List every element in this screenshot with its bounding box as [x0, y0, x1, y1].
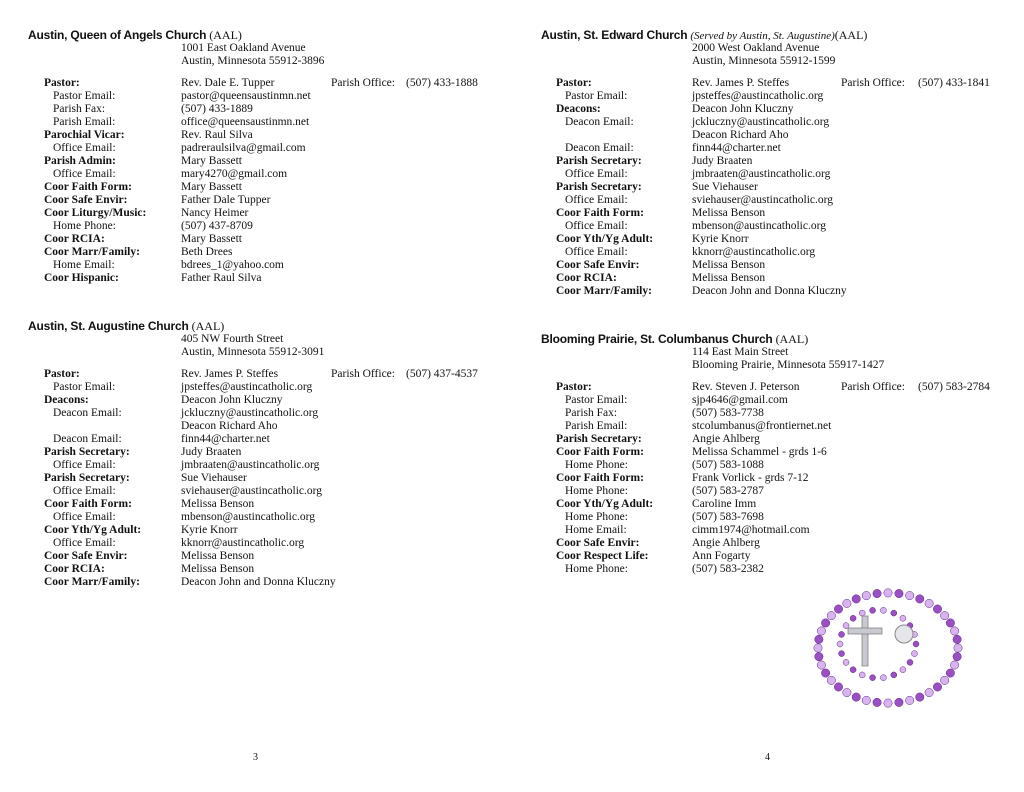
contact-label: Parish Secretary:: [44, 446, 130, 458]
address-line: Blooming Prairie, Minnesota 55917-1427: [692, 359, 885, 371]
contact-value: Mary Bassett: [181, 181, 243, 193]
contact-row: [0, 524, 512, 537]
contact-value: Father Dale Tupper: [181, 194, 271, 206]
contact-label: Coor Respect Life:: [556, 550, 649, 562]
contact-row: [0, 246, 512, 259]
parish-address: [0, 42, 512, 68]
contact-label: Office Email:: [53, 459, 116, 471]
rosary-bead: [950, 661, 958, 669]
contact-label: Pastor Email:: [53, 90, 116, 102]
email-link[interactable]: jckluczny@austincatholic.org: [181, 407, 319, 419]
contact-row: [512, 246, 1024, 259]
address-line: Austin, Minnesota 55912-1599: [692, 55, 836, 67]
rosary-bead: [907, 659, 913, 665]
rosary-bead: [905, 591, 913, 599]
parish-office-phone: (507) 583-2784: [918, 381, 990, 393]
parish-address: [0, 333, 512, 359]
contact-value: Sue Viehauser: [181, 472, 247, 484]
contact-row: [512, 194, 1024, 207]
contact-value: Melissa Benson: [692, 272, 766, 284]
rosary-bead: [933, 605, 941, 613]
rosary-bead: [843, 688, 851, 696]
parish-office-label: Parish Office:: [331, 368, 395, 380]
contact-label: Parish Secretary:: [556, 433, 642, 445]
rosary-bead: [821, 619, 829, 627]
contact-row: [0, 207, 512, 220]
email-link[interactable]: jmbraaten@austincatholic.org: [181, 459, 320, 471]
contact-row: [512, 181, 1024, 194]
contact-row: [512, 77, 1024, 90]
parish-block: [0, 320, 512, 589]
rosary-bead: [895, 698, 903, 706]
rosary-bead: [880, 675, 886, 681]
contact-row: [0, 168, 512, 181]
contact-value: Melissa Benson: [692, 259, 766, 271]
rosary-bead: [953, 635, 961, 643]
contact-row: [512, 472, 1024, 485]
contact-label: Home Phone:: [565, 511, 628, 523]
rosary-bead: [837, 641, 843, 647]
contact-label: Pastor:: [44, 368, 80, 380]
contact-row: [0, 550, 512, 563]
rosary-bead: [817, 627, 825, 635]
email-link[interactable]: kknorr@austincatholic.org: [692, 246, 816, 258]
rosary-bead: [859, 672, 865, 678]
rosary-bead: [827, 611, 835, 619]
contact-row: [512, 285, 1024, 298]
contact-label: Coor Faith Form:: [556, 472, 644, 484]
contact-row: [0, 498, 512, 511]
contact-row: [0, 142, 512, 155]
rosary-bead: [859, 610, 865, 616]
parish-block: [512, 29, 1024, 298]
rosary-bead: [843, 659, 849, 665]
contact-label: Office Email:: [565, 220, 628, 232]
contact-label: Deacons:: [44, 394, 89, 406]
contact-row: [512, 90, 1024, 103]
parish-address: [512, 42, 1024, 68]
address-line: 2000 West Oakland Avenue: [692, 42, 820, 54]
contact-value: Deacon John and Donna Kluczny: [181, 576, 336, 588]
contact-value: Nancy Heimer: [181, 207, 249, 219]
contact-row: [0, 459, 512, 472]
parish-name: Austin, Queen of Angels Church: [28, 28, 207, 42]
contact-row: [512, 446, 1024, 459]
contact-row: [0, 511, 512, 524]
contact-row: [0, 272, 512, 285]
email-link[interactable]: jmbraaten@austincatholic.org: [692, 168, 831, 180]
contact-label: Home Email:: [53, 259, 115, 271]
contact-value: Mary Bassett: [181, 233, 243, 245]
contact-label: Coor RCIA:: [44, 563, 105, 575]
parish-block: [0, 29, 512, 285]
rosary-bead: [827, 676, 835, 684]
contact-row: [0, 472, 512, 485]
contact-label: Pastor Email:: [565, 90, 628, 102]
contact-value: Deacon John Kluczny: [692, 103, 794, 115]
email-link[interactable]: finn44@charter.net: [692, 142, 781, 154]
contact-row: [512, 103, 1024, 116]
contact-row: [512, 433, 1024, 446]
email-link[interactable]: cimm1974@hotmail.com: [692, 524, 810, 536]
contact-row: [512, 142, 1024, 155]
rosary-bead: [913, 641, 919, 647]
contact-label: Deacons:: [556, 103, 601, 115]
rosary-bead: [916, 693, 924, 701]
contact-label: Parish Fax:: [53, 103, 106, 115]
contact-value: (507) 583-2382: [692, 563, 764, 575]
contact-label: Parish Admin:: [44, 155, 116, 167]
rosary-bead: [891, 672, 897, 678]
contact-row: [512, 537, 1024, 550]
contact-value: Rev. Dale E. Tupper: [181, 77, 275, 89]
contact-label: Parish Email:: [53, 116, 116, 128]
contact-value: Deacon John and Donna Kluczny: [692, 285, 847, 297]
email-link[interactable]: sviehauser@austincatholic.org: [692, 194, 833, 206]
rosary-bead: [950, 627, 958, 635]
contact-value: (507) 583-7738: [692, 407, 764, 419]
rosary-bead: [870, 607, 876, 613]
contact-value: Deacon Richard Aho: [181, 420, 278, 432]
rosary-bead: [815, 635, 823, 643]
contact-label: Coor Faith Form:: [44, 498, 132, 510]
contact-label: Office Email:: [53, 485, 116, 497]
contact-label: Office Email:: [53, 168, 116, 180]
address-line: 405 NW Fourth Street: [181, 333, 284, 345]
contact-value: Angie Ahlberg: [692, 433, 760, 445]
contact-label: Coor Hispanic:: [44, 272, 119, 284]
contact-row: [512, 524, 1024, 537]
parish-header: [0, 320, 512, 333]
contact-row: [0, 77, 512, 90]
contact-row: [0, 103, 512, 116]
parish-office-label: Parish Office:: [841, 381, 905, 393]
contact-row: [512, 394, 1024, 407]
email-link[interactable]: pastor@queensaustinmn.net: [181, 90, 311, 102]
rosary-bead: [880, 607, 886, 613]
contact-value: Kyrie Knorr: [181, 524, 238, 536]
contact-value: Mary Bassett: [181, 155, 243, 167]
contact-row: [0, 90, 512, 103]
email-link[interactable]: kknorr@austincatholic.org: [181, 537, 305, 549]
email-link[interactable]: finn44@charter.net: [181, 433, 270, 445]
email-link[interactable]: stcolumbanus@frontiernet.net: [692, 420, 832, 432]
contact-row: [512, 155, 1024, 168]
contact-value: Judy Braaten: [181, 446, 242, 458]
contact-label: Coor Marr/Family:: [556, 285, 652, 297]
rosary-bead: [895, 589, 903, 597]
address-line: 114 East Main Street: [692, 346, 789, 358]
rosary-bead: [916, 595, 924, 603]
rosary-bead: [911, 651, 917, 657]
contact-row: [512, 420, 1024, 433]
rosary-bead: [873, 698, 881, 706]
rosary-bead: [884, 589, 892, 597]
contact-value: Melissa Benson: [181, 498, 255, 510]
rosary-bead: [814, 644, 822, 652]
rosary-bead: [815, 652, 823, 660]
contact-row: [0, 394, 512, 407]
contact-label: Home Phone:: [565, 563, 628, 575]
contact-label: Parish Email:: [565, 420, 628, 432]
parish-header: [512, 29, 1024, 42]
contact-value: Caroline Imm: [692, 498, 757, 510]
contact-label: Coor Safe Envir:: [556, 537, 640, 549]
address-line: 1001 East Oakland Avenue: [181, 42, 306, 54]
parish-region-code: (AAL): [834, 28, 868, 42]
contact-row: [512, 129, 1024, 142]
contact-row: [0, 233, 512, 246]
contact-label: Deacon Email:: [53, 433, 122, 445]
rosary-bead: [891, 610, 897, 616]
email-link[interactable]: jpsteffes@austincatholic.org: [692, 90, 824, 102]
contact-value: Melissa Schammel - grds 1-6: [692, 446, 827, 458]
contact-row: [0, 433, 512, 446]
contact-row: [512, 233, 1024, 246]
contact-row: [512, 511, 1024, 524]
email-link[interactable]: sjp4646@gmail.com: [692, 394, 788, 406]
rosary-bead: [953, 652, 961, 660]
rosary-bead: [834, 683, 842, 691]
contact-value: Melissa Benson: [181, 550, 255, 562]
contact-value: Beth Drees: [181, 246, 233, 258]
rosary-bead: [954, 644, 962, 652]
contact-row: [512, 259, 1024, 272]
email-link[interactable]: jckluczny@austincatholic.org: [692, 116, 830, 128]
address-line: Austin, Minnesota 55912-3091: [181, 346, 325, 358]
contact-label: Coor RCIA:: [44, 233, 105, 245]
contact-label: Home Phone:: [53, 220, 116, 232]
contact-row: [0, 259, 512, 272]
rosary-bead: [905, 696, 913, 704]
parish-block: [512, 333, 1024, 576]
email-link[interactable]: sviehauser@austincatholic.org: [181, 485, 322, 497]
contact-label: Office Email:: [53, 142, 116, 154]
contact-row: [0, 381, 512, 394]
contact-row: [512, 498, 1024, 511]
served-note: (Served by Austin, St. Augustine): [690, 30, 835, 42]
contact-value: Ann Fogarty: [692, 550, 751, 562]
contact-label: Pastor:: [556, 381, 592, 393]
contact-row: [512, 220, 1024, 233]
parish-office-label: Parish Office:: [331, 77, 395, 89]
rosary-icon: [800, 572, 976, 716]
rosary-bead: [817, 661, 825, 669]
contact-label: Coor Marr/Family:: [44, 246, 140, 258]
address-line: Austin, Minnesota 55912-3896: [181, 55, 325, 67]
contact-label: Parish Secretary:: [556, 155, 642, 167]
contact-label: Parish Secretary:: [556, 181, 642, 193]
contact-value: Melissa Benson: [692, 207, 766, 219]
rosary-bead: [900, 667, 906, 673]
contact-label: Office Email:: [565, 246, 628, 258]
contact-row: [512, 207, 1024, 220]
parish-office-phone: (507) 437-4537: [406, 368, 478, 380]
contact-row: [512, 459, 1024, 472]
rosary-bead: [946, 669, 954, 677]
contact-value: (507) 583-2787: [692, 485, 764, 497]
contact-value: Kyrie Knorr: [692, 233, 749, 245]
contact-row: [512, 381, 1024, 394]
medal-icon: [895, 625, 913, 643]
contact-label: Office Email:: [53, 511, 116, 523]
contact-row: [0, 181, 512, 194]
email-link[interactable]: jpsteffes@austincatholic.org: [181, 381, 313, 393]
contact-label: Office Email:: [53, 537, 116, 549]
parish-region-code: (AAL): [209, 28, 242, 42]
contact-label: Home Email:: [565, 524, 627, 536]
rosary-bead: [862, 696, 870, 704]
rosary-bead: [870, 675, 876, 681]
contact-value: Rev. James P. Steffes: [181, 368, 279, 380]
contact-label: Coor Safe Envir:: [556, 259, 640, 271]
email-link[interactable]: mary4270@gmail.com: [181, 168, 288, 180]
contact-row: [0, 563, 512, 576]
contact-value: Frank Vorlick - grds 7-12: [692, 472, 809, 484]
contact-value: (507) 583-1088: [692, 459, 764, 471]
contact-value: Rev. Raul Silva: [181, 129, 253, 141]
contact-value: (507) 583-7698: [692, 511, 764, 523]
email-link[interactable]: mbenson@austincatholic.org: [181, 511, 315, 523]
contact-value: Deacon John Kluczny: [181, 394, 283, 406]
contact-row: [0, 116, 512, 129]
contact-value: (507) 433-1889: [181, 103, 253, 115]
contact-row: [512, 168, 1024, 181]
rosary-bead: [839, 651, 845, 657]
contact-row: [0, 485, 512, 498]
contact-list: [512, 77, 1024, 298]
parish-region-code: (AAL): [775, 332, 809, 346]
contact-label: Coor Safe Envir:: [44, 194, 128, 206]
contact-row: [0, 368, 512, 381]
contact-row: [0, 407, 512, 420]
contact-value: Sue Viehauser: [692, 181, 758, 193]
contact-label: Pastor:: [556, 77, 592, 89]
parish-region-code: (AAL): [191, 319, 225, 333]
contact-label: Deacon Email:: [565, 116, 634, 128]
email-link[interactable]: mbenson@austincatholic.org: [692, 220, 826, 232]
contact-value: Judy Braaten: [692, 155, 753, 167]
contact-row: [0, 446, 512, 459]
rosary-bead: [940, 611, 948, 619]
contact-value: (507) 437-8709: [181, 220, 253, 232]
contact-label: Home Phone:: [565, 459, 628, 471]
parish-header: [512, 333, 1024, 346]
contact-value: Father Raul Silva: [181, 272, 262, 284]
contact-label: Parish Fax:: [565, 407, 618, 419]
page-number-right: 4: [765, 752, 770, 763]
contact-row: [512, 407, 1024, 420]
contact-value: Deacon Richard Aho: [692, 129, 789, 141]
contact-row: [0, 576, 512, 589]
contact-label: Deacon Email:: [565, 142, 634, 154]
rosary-bead: [925, 688, 933, 696]
contact-row: [512, 272, 1024, 285]
rosary-bead: [852, 595, 860, 603]
page-number-left: 3: [253, 752, 258, 763]
rosary-bead: [925, 599, 933, 607]
contact-label: Coor Liturgy/Music:: [44, 207, 147, 219]
rosary-bead: [884, 699, 892, 707]
rosary-bead: [933, 683, 941, 691]
contact-row: [0, 537, 512, 550]
email-link[interactable]: office@queensaustinmn.net: [181, 116, 310, 128]
parish-header: [0, 29, 512, 42]
contact-label: Pastor:: [44, 77, 80, 89]
contact-list: [0, 368, 512, 589]
email-link[interactable]: padreraulsilva@gmail.com: [181, 142, 306, 154]
contact-label: Coor Faith Form:: [556, 446, 644, 458]
rosary-bead: [852, 693, 860, 701]
email-link[interactable]: bdrees_1@yahoo.com: [181, 259, 284, 271]
parish-name: Austin, St. Edward Church: [541, 28, 688, 42]
rosary-bead: [850, 667, 856, 673]
contact-row: [0, 155, 512, 168]
contact-label: Home Phone:: [565, 485, 628, 497]
parish-office-phone: (507) 433-1888: [406, 77, 478, 89]
contact-row: [512, 116, 1024, 129]
contact-label: Parish Secretary:: [44, 472, 130, 484]
contact-label: Coor Yth/Yg Adult:: [556, 498, 654, 510]
contact-row: [512, 485, 1024, 498]
parish-office-phone: (507) 433-1841: [918, 77, 990, 89]
rosary-bead: [821, 669, 829, 677]
contact-label: Coor Safe Envir:: [44, 550, 128, 562]
contact-label: Coor RCIA:: [556, 272, 617, 284]
rosary-bead: [839, 631, 845, 637]
rosary-bead: [850, 615, 856, 621]
contact-value: Rev. James P. Steffes: [692, 77, 790, 89]
contact-label: Pastor Email:: [565, 394, 628, 406]
contact-row: [0, 129, 512, 142]
rosary-bead: [834, 605, 842, 613]
rosary-bead: [873, 589, 881, 597]
parish-name: Austin, St. Augustine Church: [28, 319, 189, 333]
rosary-bead: [900, 615, 906, 621]
contact-label: Coor Yth/Yg Adult:: [44, 524, 142, 536]
contact-list: [0, 77, 512, 285]
contact-label: Deacon Email:: [53, 407, 122, 419]
rosary-bead: [940, 676, 948, 684]
contact-value: Angie Ahlberg: [692, 537, 760, 549]
contact-label: Parochial Vicar:: [44, 129, 125, 141]
parish-address: [512, 346, 1024, 372]
contact-value: Rev. Steven J. Peterson: [692, 381, 800, 393]
contact-label: Coor Marr/Family:: [44, 576, 140, 588]
parish-name: Blooming Prairie, St. Columbanus Church: [541, 332, 773, 346]
contact-row: [512, 550, 1024, 563]
rosary-bead: [843, 599, 851, 607]
contact-label: Pastor Email:: [53, 381, 116, 393]
rosary-bead: [946, 619, 954, 627]
contact-label: Office Email:: [565, 194, 628, 206]
crucifix-icon: [848, 616, 882, 666]
contact-list: [512, 381, 1024, 576]
contact-label: Office Email:: [565, 168, 628, 180]
contact-label: Coor Yth/Yg Adult:: [556, 233, 654, 245]
contact-label: Coor Faith Form:: [556, 207, 644, 219]
contact-row: [0, 420, 512, 433]
contact-row: [0, 220, 512, 233]
parish-office-label: Parish Office:: [841, 77, 905, 89]
contact-label: Coor Faith Form:: [44, 181, 132, 193]
contact-row: [0, 194, 512, 207]
rosary-bead: [862, 591, 870, 599]
contact-value: Melissa Benson: [181, 563, 255, 575]
